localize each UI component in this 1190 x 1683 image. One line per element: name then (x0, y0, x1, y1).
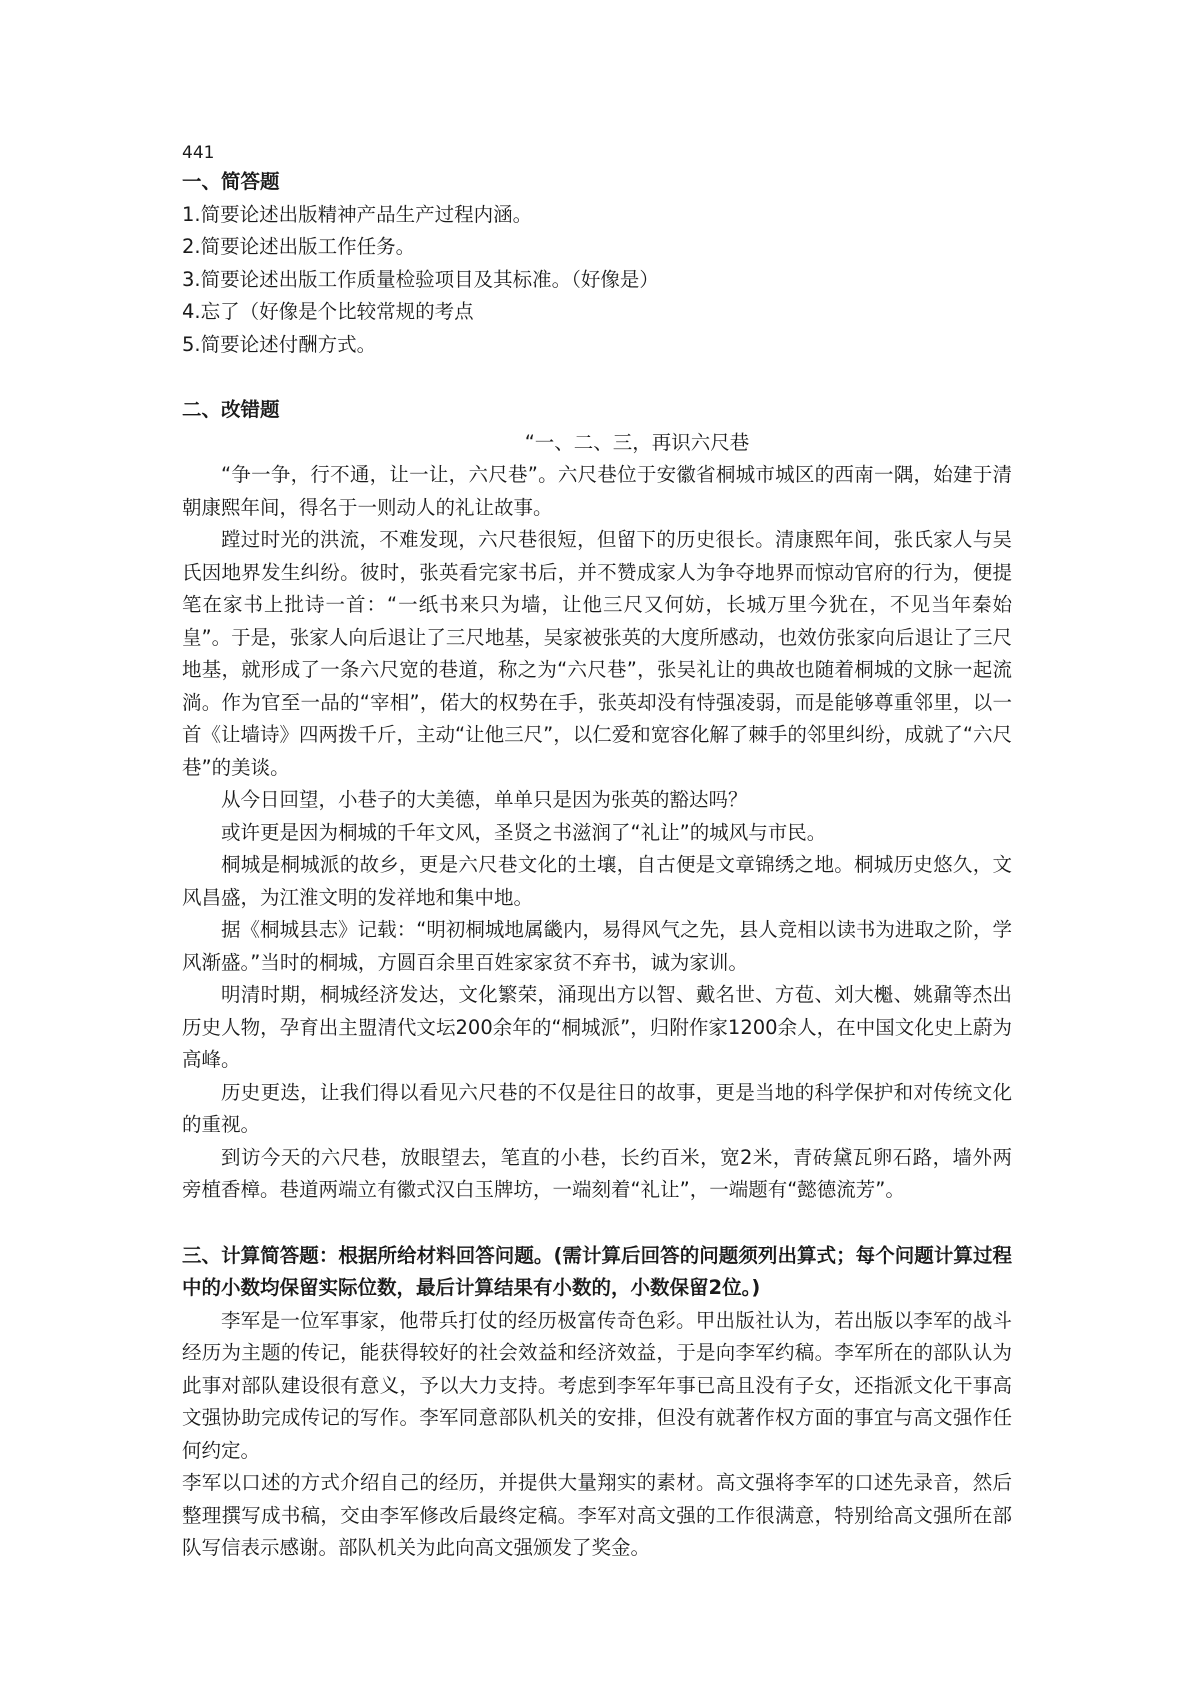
case-paragraph-2: 李军以口述的方式介绍自己的经历，并提供大量翔实的素材。高文强将李军的口述先录音，然后整理撰写成书稿，交由李军修改后最终定稿。李军对高文强的工作很满意，特别给高文强所在部队写信表示感谢。部队机关为此向高文强颁发了奖金。 (182, 1471, 1012, 1559)
article-paragraph: “争一争，行不通，让一让，六尺巷”。六尺巷位于安徽省桐城市城区的西南一隅，始建于清朝康熙年间，得名于一则动人的礼让故事。 (182, 463, 1012, 519)
article-paragraph: 明清时期，桐城经济发达，文化繁荣，涌现出方以智、戴名世、方苞、刘大櫆、姚鼐等杰出历史人物，孕育出主盟清代文坛200余年的“桐城派”，归附作家1200余人，在中国文化史上蔚为高峰。 (182, 983, 1012, 1071)
spacer (182, 361, 1012, 394)
spacer (182, 1207, 1012, 1240)
article-paragraph: 历史更迭，让我们得以看见六尺巷的不仅是往日的故事，更是当地的科学保护和对传统文化的重视。 (182, 1080, 1012, 1136)
case-paragraph-1: 李军是一位军事家，他带兵打仗的经历极富传奇色彩。甲出版社认为，若出版以李军的战斗经历为主题的传记，能获得较好的社会效益和经济效益，于是向李军约稿。李军所在的部队认为此事对部队建设很有意义，予以大力支持。考虑到李军年事已高且没有子女，还指派文化干事高文强协助完成传记的写作。李军同意部队机关的安排，但没有就著作权方面的事宜与高文强作任何约定。 (182, 1308, 1012, 1462)
section3-heading: 三、计算简答题：根据所给材料回答问题。(需计算后回答的问题须列出算式；每个问题计算过程中的小数均保留实际位数，最后计算结果有小数的，小数保留2位。) (182, 1243, 1012, 1299)
article-paragraph: 到访今天的六尺巷，放眼望去，笔直的小巷，长约百米，宽2米，青砖黛瓦卵石路，墙外两旁植香樟。巷道两端立有徽式汉白玉牌坊，一端刻着“礼让”，一端题有“懿德流芳”。 (182, 1145, 1012, 1201)
article-title: “一、二、三，再识六尺巷 (524, 430, 750, 454)
article-paragraph: 蹚过时光的洪流，不难发现，六尺巷很短，但留下的历史很长。清康熙年间，张氏家人与吴氏因地界发生纠纷。彼时，张英看完家书后，并不赞成家人为争夺地界而惊动官府的行为，便提笔在家书上批诗一首：“一纸书来只为墙，让他三尺又何妨，长城万里今犹在，不见当年秦始皇”。于是，张家人向后退让了三尺地基，吴家被张英的大度所感动，也效仿张家向后退让了三尺地基，就形成了一条六尺宽的巷道，称之为“六尺巷”，张吴礼让的典故也随着桐城的文脉一起流淌。作为官至一品的“宰相”，偌大的权势在手，张英却没有恃强凌弱，而是能够尊重邻里，以一首《让墙诗》四两拨千斤，主动“让他三尺”，以仁爱和宽容化解了棘手的邻里纠纷，成就了“六尺巷”的美谈。 (182, 528, 1012, 779)
question-5: 5.简要论述付酬方式。 (182, 332, 377, 356)
question-4: 4.忘了（好像是个比较常规的考点 (182, 300, 474, 323)
document-page (182, 140, 1012, 1565)
section2-heading: 二、改错题 (182, 398, 280, 421)
article-paragraph: 或许更是因为桐城的千年文风，圣贤之书滋润了“礼让”的城风与市民。 (221, 820, 827, 844)
article-paragraph: 从今日回望，小巷子的大美德，单单只是因为张英的豁达吗？ (221, 788, 748, 811)
article-paragraph: 据《桐城县志》记载：“明初桐城地属畿内，易得风气之先，县人竞相以读书为进取之阶，学风渐盛。”当时的桐城，方圆百余里百姓家家贫不弃书，诚为家训。 (182, 918, 1012, 974)
section1-heading: 一、简答题 (182, 170, 280, 193)
article-paragraph: 桐城是桐城派的故乡，更是六尺巷文化的土壤，自古便是文章锦绣之地。桐城历史悠久，文风昌盛，为江淮文明的发祥地和集中地。 (182, 853, 1012, 909)
question-1: 1.简要论述出版精神产品生产过程内涵。 (182, 202, 533, 226)
question-2: 2.简要论述出版工作任务。 (182, 235, 416, 258)
question-3: 3.简要论述出版工作质量检验项目及其标准。（好像是） (182, 267, 659, 291)
page-number: 441 (182, 143, 215, 163)
